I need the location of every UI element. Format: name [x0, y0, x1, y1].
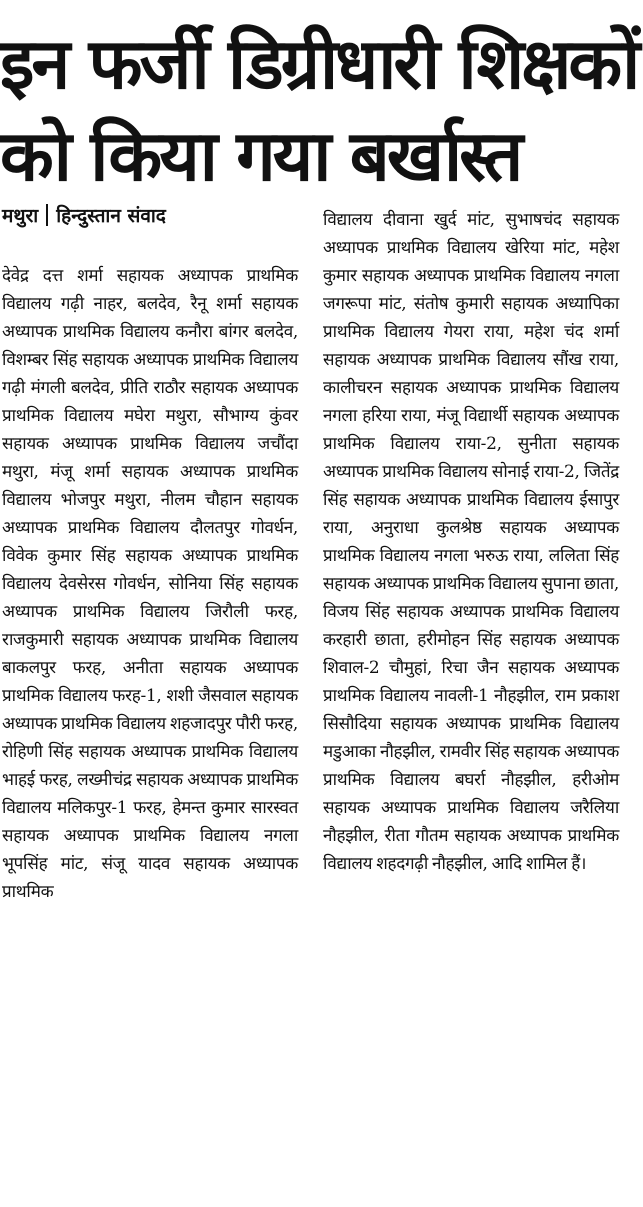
headline-line-2: को किया गया बर्खास्त — [0, 115, 521, 197]
byline-separator — [46, 204, 48, 226]
byline-source: हिन्दुस्तान संवाद — [56, 205, 166, 227]
article-column-left: देवेद्र दत्त शर्मा सहायक अध्यापक प्राथमिक विद्यालय गढ़ी नाहर, बलदेव, रैनू शर्मा सहायक अध्यापक प्राथमिक विद्यालय कनौरा बांगर बलदेव, विशम्बर सिंह सहायक अध्यापक प्राथमिक विद्यालय गढ़ी मंगली बलदेव, प्रीति राठौर सहायक अध्यापक प्राथमिक विद्यालय मघेरा मथुरा, सौभाग्य कुंवर सहायक अध्यापक प्राथमिक विद्यालय जचौंदा मथुरा, मंजू शर्मा सहायक अध्यापक प्राथमिक विद्यालय भोजपुर मथुरा, नीलम चौहान सहायक अध्यापक प्राथमिक विद्यालय दौलतपुर गोवर्धन, विवेक कुमार सिंह सहायक अध्यापक प्राथमिक विद्यालय देवसेरस गोवर्धन, सोनिया सिंह सहायक अध्यापक प्राथमिक विद्यालय जिरौली फरह, राजकुमारी सहायक अध्यापक प्राथमिक विद्यालय बाकलपुर फरह, अनीता सहायक अध्यापक प्राथमिक विद्यालय फरह-1, शशी जैसवाल सहायक अध्यापक प्राथमिक विद्यालय शहजादपुर पौरी फरह, रोहिणी सिंह सहायक अध्यापक प्राथमिक विद्यालय भाहई फरह, लख्मीचंद्र सहायक अध्यापक प्राथमिक विद्यालय मलिकपुर-1 फरह, हेमन्त कुमार सारस्वत सहायक अध्यापक प्राथमिक विद्यालय नगला भूपसिंह मांट, संजू यादव सहायक अध्यापक प्राथमिक — [2, 266, 298, 902]
article-column-right: विद्यालय दीवाना खुर्द मांट, सुभाषचंद सहायक अध्यापक प्राथमिक विद्यालय खेरिया मांट, महेश कुमार सहायक अध्यापक प्राथमिक विद्यालय नगला जगरूपा मांट, संतोष कुमारी सहायक अध्यापिका प्राथमिक विद्यालय गेयरा राया, महेश चंद शर्मा सहायक अध्यापक प्राथमिक विद्यालय सौंख राया, कालीचरन सहायक अध्यापक प्राथमिक विद्यालय नगला हरिया राया, मंजू विद्यार्थी सहायक अध्यापक प्राथमिक विद्यालय राया-2, सुनीता सहायक अध्यापक प्राथमिक विद्यालय सोनाई राया-2, जितेंद्र सिंह सहायक अध्यापक प्राथमिक विद्यालय ईसापुर राया, अनुराधा कुलश्रेष्ठ सहायक अध्यापक प्राथमिक विद्यालय नगला भरुऊ राया, ललिता सिंह सहायक अध्यापक प्राथमिक विद्यालय सुपाना छाता, विजय सिंह सहायक अध्यापक प्राथमिक विद्यालय करहारी छाता, हरीमोहन सिंह सहायक अध्यापक शिवाल-2 चौमुहां, रिचा जैन सहायक अध्यापक प्राथमिक विद्यालय नावली-1 नौहझील, राम प्रकाश सिसौदिया सहायक अध्यापक प्राथमिक विद्यालय मडुआका नौहझील, रामवीर सिंह सहायक अध्यापक प्राथमिक विद्यालय बघर्रा नौहझील, हरीओम सहायक अध्यापक प्राथमिक विद्यालय जरैलिया नौहझील, रीता गौतम सहायक अध्यापक प्राथमिक विद्यालय शहदगढ़ी नौहझील, आदि शामिल हैं। — [323, 210, 619, 874]
byline-location: मथुरा — [2, 205, 39, 227]
headline-line-1: इन फर्जी डिग्रीधारी शिक्षकों — [0, 23, 638, 105]
headline — [0, 18, 638, 202]
byline — [2, 203, 166, 229]
